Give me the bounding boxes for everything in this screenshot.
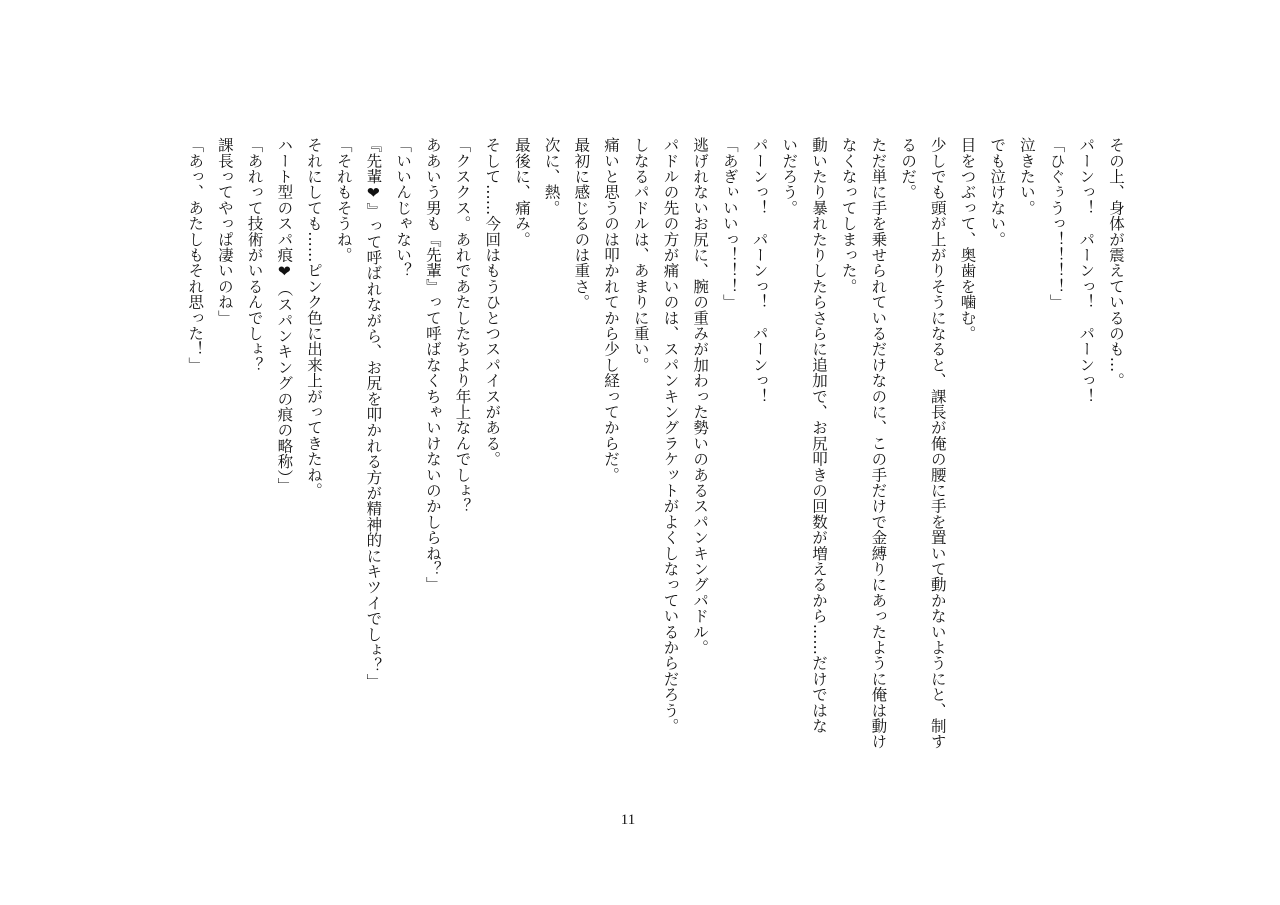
page-number: 11 (620, 812, 636, 828)
vertical-text-body (148, 137, 1130, 787)
text-line: でも泣けない。 (988, 137, 1007, 247)
text-columns (180, 137, 1131, 787)
text-line: パドルの先の方が痛いのは、スパンキングラケットがよくしなっているからだろう。 (661, 137, 680, 734)
text-line: 課長ってやっぱ凄いのね」 (215, 137, 234, 326)
text-line: なくなってしまった。 (839, 137, 858, 294)
text-line: パーンっ！ パーンっ！ パーンっ！ (750, 137, 769, 404)
text-line: その上、身体が震えているのも…。 (1107, 137, 1125, 389)
text-line: 『先輩❤』って呼ばれながら、お尻を叩かれる方が精神的にキツイでしょ？」 (364, 137, 383, 689)
text-line: 痛いと思うのは叩かれてから少し経ってからだ。 (602, 137, 621, 483)
text-line: 次に、熱。 (542, 137, 561, 216)
text-line: 目をつぶって、奥歯を噛む。 (958, 137, 977, 342)
text-line: ただ単に手を乗せられているだけなのに、この手だけで金縛りにあったように俺は動け (869, 137, 888, 750)
text-line: パーンっ！ パーンっ！ パーンっ！ (1077, 137, 1096, 404)
text-line: 「あれって技術がいるんでしょ？ (245, 137, 264, 373)
text-line: 「あぎぃいいっ！！！」 (720, 137, 739, 310)
text-line: いだろう。 (780, 137, 799, 216)
text-line: 最初に感じるのは重さ。 (572, 137, 591, 310)
text-line: 「あっ、あたしもそれ思った！」 (186, 137, 205, 373)
text-line: 最後に、痛み。 (512, 137, 531, 247)
text-line: ああいう男も『先輩』って呼ばなくちゃいけないのかしらね？」 (423, 137, 442, 593)
text-line: それにしても……ピンク色に出来上がってきたね。 (305, 137, 324, 499)
text-line: 動いたり暴れたりしたらさらに追加で、お尻叩きの回数が増えるから……だけではな (809, 137, 828, 734)
text-line: しなるパドルは、あまりに重い。 (631, 137, 650, 373)
text-line: ハート型のスパ痕❤（スパンキングの痕の略称）」 (275, 137, 294, 493)
text-line: そして……今回はもうひとつスパイスがある。 (483, 137, 502, 467)
text-line: 「それもそうね。 (334, 137, 353, 263)
text-line: 「クスクス。あれであたしたちより年上なんでしょ？ (453, 137, 472, 514)
text-line: るのだ。 (899, 137, 918, 200)
text-line: 泣きたい。 (1017, 137, 1036, 216)
text-line: 「ひぐぅうっ！！！！」 (1047, 137, 1066, 310)
text-line: 逃げれないお尻に、腕の重みが加わった勢いのあるスパンキングパドル。 (691, 137, 710, 656)
text-line: 少しでも頭が上がりそうになると、課長が俺の腰に手を置いて動かないようにと、制す (928, 137, 947, 750)
text-line: 「いいんじゃない？ (394, 137, 413, 279)
